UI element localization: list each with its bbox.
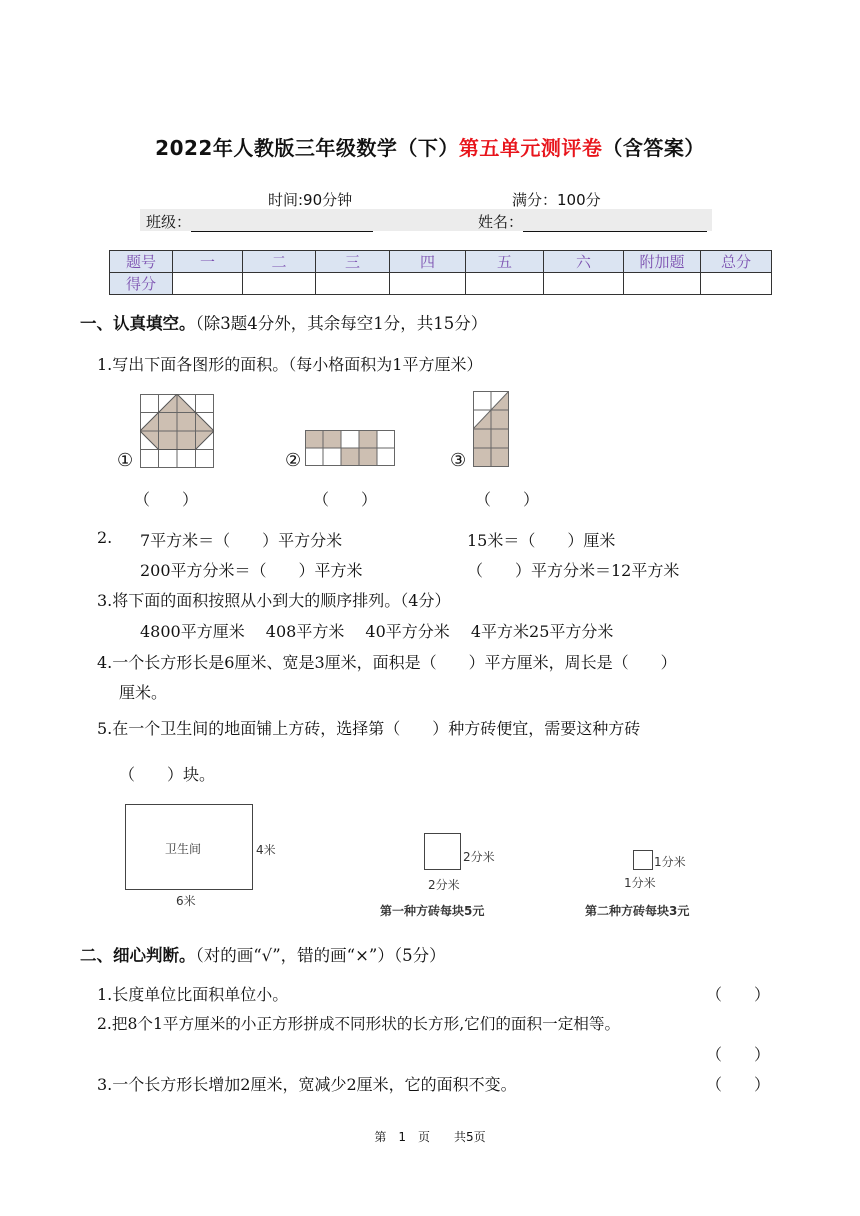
q1-3: 3.将下面的面积按照从小到大的顺序排列。（4分） (97, 591, 451, 610)
score-cell[interactable] (243, 273, 316, 295)
q1-answer-1[interactable]: （ ） (134, 490, 199, 509)
section1-note: （除3题4分外，其余每空1分，共15分） (195, 314, 488, 333)
q1-2-a: 7平方米＝（ ）平方分米 (140, 531, 343, 550)
score-cell[interactable] (390, 273, 466, 295)
score-header-cell: 六 (544, 251, 624, 273)
figure-1-label: ① (117, 450, 134, 471)
tile-1 (424, 833, 461, 870)
q1-2-d: （ ）平方分米＝12平方米 (467, 561, 680, 580)
score-header-cell: 总分 (701, 251, 772, 273)
score-header-row (110, 251, 772, 273)
score-header-cell: 五 (466, 251, 544, 273)
score-row-label: 得分 (110, 273, 173, 295)
q2-2-answer[interactable]: （ ） (706, 1045, 771, 1064)
score-cell[interactable] (624, 273, 701, 295)
q2-2: 2.把8个1平方厘米的小正方形拼成不同形状的长方形,它们的面积一定相等。 (97, 1015, 621, 1033)
page-title (0, 132, 860, 161)
bathroom-width: 6米 (176, 894, 196, 908)
q1-2-number: 2. (97, 528, 113, 547)
section2-heading (80, 942, 446, 966)
figure-2 (305, 430, 395, 466)
q1-4-line2: 厘米。 (119, 683, 168, 702)
tile-2-caption: 第二种方砖每块3元 (585, 904, 690, 918)
score-header-cell: 附加题 (624, 251, 701, 273)
score-header-cell: 题号 (110, 251, 173, 273)
figure-3 (473, 391, 509, 467)
section1-heading (80, 310, 487, 334)
class-field (146, 211, 373, 232)
title-main: 2022年人教版三年级数学（下） (155, 136, 459, 160)
name-blank[interactable] (523, 214, 707, 232)
section2-note: （对的画“√”，错的画“×”）（5分） (195, 946, 446, 965)
full-score-label: 满分：100分 (512, 191, 601, 209)
q2-3: 3.一个长方形长增加2厘米，宽减少2厘米，它的面积不变。 (97, 1075, 517, 1094)
tile-2 (633, 850, 653, 870)
q2-1-answer[interactable]: （ ） (706, 985, 771, 1004)
tile-1-caption: 第一种方砖每块5元 (380, 904, 485, 918)
score-cell[interactable] (316, 273, 390, 295)
title-highlight: 第五单元测评卷 (458, 136, 603, 160)
q2-1: 1.长度单位比面积单位小。 (97, 985, 289, 1004)
score-cell[interactable] (544, 273, 624, 295)
score-header-cell: 一 (173, 251, 243, 273)
q1-answer-3[interactable]: （ ） (475, 490, 540, 509)
q1-2-b: 15米＝（ ）厘米 (467, 531, 616, 550)
bathroom-height: 4米 (256, 843, 276, 857)
q1-1: 1.写出下面各图形的面积。（每小格面积为1平方厘米） (97, 355, 483, 374)
figure-1 (140, 394, 214, 468)
score-row (110, 273, 772, 295)
score-header-cell: 四 (390, 251, 466, 273)
section2-title: 二、细心判断。 (80, 946, 196, 965)
tile-2-side-bottom: 1分米 (624, 876, 656, 890)
score-table (109, 250, 772, 295)
name-field (478, 211, 707, 232)
score-cell[interactable] (701, 273, 772, 295)
section1-title: 一、认真填空。 (80, 314, 196, 333)
score-cell[interactable] (466, 273, 544, 295)
tile-1-side-right: 2分米 (463, 850, 495, 864)
score-header-cell: 三 (316, 251, 390, 273)
figure-3-label: ③ (450, 450, 467, 471)
score-cell[interactable] (173, 273, 243, 295)
q1-2-c: 200平方分米＝（ ）平方米 (140, 561, 363, 580)
figure-2-label: ② (285, 450, 302, 471)
time-label: 时间:90分钟 (268, 191, 353, 209)
title-tail: （含答案） (602, 136, 705, 160)
name-label: 姓名： (478, 213, 524, 231)
tile-2-side-right: 1分米 (654, 855, 686, 869)
page-footer: 第 1 页 共5页 (374, 1130, 486, 1144)
q1-4-line1: 4.一个长方形长是6厘米、宽是3厘米，面积是（ ）平方厘米，周长是（ ） (97, 653, 677, 672)
q1-5-line2: （ ）块。 (119, 765, 216, 784)
tile-1-side-bottom: 2分米 (428, 878, 460, 892)
q1-answer-2[interactable]: （ ） (313, 490, 378, 509)
q1-5-line1: 5.在一个卫生间的地面铺上方砖，选择第（ ）种方砖便宜，需要这种方砖 (97, 719, 641, 738)
class-label: 班级： (146, 213, 192, 231)
q2-3-answer[interactable]: （ ） (706, 1075, 771, 1094)
score-header-cell: 二 (243, 251, 316, 273)
bathroom-label: 卫生间 (165, 842, 202, 856)
q1-3-items: 4800平方厘米 408平方米 40平方分米 4平方米25平方分米 (140, 622, 614, 641)
class-blank[interactable] (191, 214, 373, 232)
